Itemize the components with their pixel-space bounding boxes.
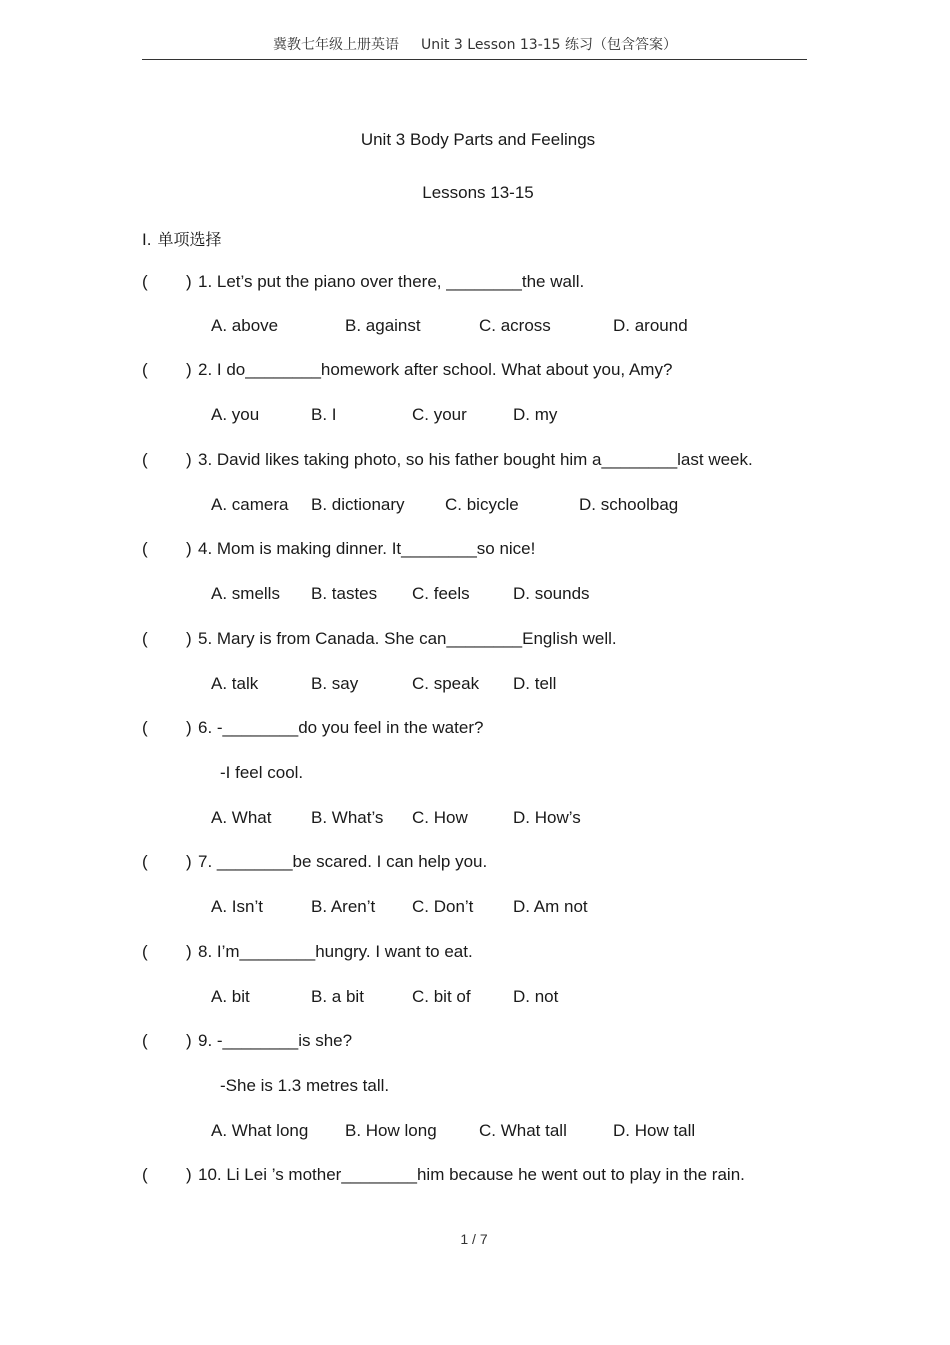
- answer-paren-open: (: [142, 450, 148, 469]
- answer-paren-open: (: [142, 272, 148, 291]
- answer-paren-close: ): [186, 718, 192, 737]
- section-label: 单项选择: [157, 230, 222, 249]
- option-a: A. above: [211, 316, 279, 335]
- option-b: B. How long: [345, 1121, 437, 1140]
- answer-paren-open: (: [142, 1165, 148, 1184]
- answer-paren-open: (: [142, 629, 148, 648]
- answer-paren-close: ): [186, 450, 192, 469]
- page-header: [0, 34, 950, 54]
- question-8-options: [211, 987, 811, 1009]
- option-b: B. tastes: [311, 584, 378, 603]
- option-d: D. sounds: [513, 584, 590, 603]
- question-7-options: [211, 897, 811, 919]
- option-a: A. you: [211, 405, 260, 424]
- option-d: D. my: [513, 405, 558, 424]
- answer-paren-open: (: [142, 360, 148, 379]
- option-b: B. against: [345, 316, 421, 335]
- dialogue-reply: -I feel cool.: [220, 763, 304, 782]
- document-title: Unit 3 Body Parts and Feelings: [360, 130, 596, 149]
- question-text: 2. I do________homework after school. What about you, Amy?: [198, 360, 673, 379]
- question-1-options: [211, 316, 811, 338]
- answer-paren-close: ): [186, 1165, 192, 1184]
- header-rule: [142, 59, 807, 60]
- option-d: D. schoolbag: [579, 495, 679, 514]
- option-c: C. bit of: [412, 987, 471, 1006]
- option-a: A. Isn’t: [211, 897, 263, 916]
- option-b: B. I: [311, 405, 337, 424]
- answer-paren-open: (: [142, 852, 148, 871]
- option-a: A. bit: [211, 987, 250, 1006]
- answer-paren-close: ): [186, 942, 192, 961]
- option-c: C. speak: [412, 674, 480, 693]
- option-a: A. smells: [211, 584, 280, 603]
- option-d: D. How tall: [613, 1121, 696, 1140]
- question-text: 10. Li Lei ’s mother________him because he went out to play in the rain.: [198, 1165, 745, 1184]
- question-9-options: [211, 1121, 811, 1143]
- answer-paren-open: (: [142, 718, 148, 737]
- answer-paren-close: ): [186, 360, 192, 379]
- document-subtitle: Lessons 13-15: [422, 183, 534, 202]
- answer-paren-close: ): [186, 1031, 192, 1050]
- question-3-options: [211, 495, 811, 517]
- option-a: A. camera: [211, 495, 289, 514]
- section-heading: [142, 227, 221, 250]
- option-c: C. across: [479, 316, 551, 335]
- option-c: C. your: [412, 405, 467, 424]
- header-course: 冀教七年级上册英语: [272, 37, 399, 53]
- question-6-options: [211, 808, 811, 830]
- question-text: 1. Let’s put the piano over there, ________the wall.: [198, 272, 585, 291]
- question-text: 8. I’m________hungry. I want to eat.: [198, 942, 473, 961]
- answer-paren-close: ): [186, 852, 192, 871]
- page-number: 1 / 7: [460, 1231, 488, 1247]
- option-c: C. Don’t: [412, 897, 474, 916]
- option-b: B. say: [311, 674, 359, 693]
- option-a: A. talk: [211, 674, 259, 693]
- question-text: 7. ________be scared. I can help you.: [198, 852, 488, 871]
- answer-paren-close: ): [186, 272, 192, 291]
- option-d: D. Am not: [513, 897, 588, 916]
- option-d: D. not: [513, 987, 559, 1006]
- question-text: 5. Mary is from Canada. She can________English well.: [198, 629, 617, 648]
- answer-paren-close: ): [186, 629, 192, 648]
- question-2-options: [211, 405, 811, 427]
- option-c: C. How: [412, 808, 468, 827]
- option-c: C. What tall: [479, 1121, 567, 1140]
- question-text: 6. -________do you feel in the water?: [198, 718, 484, 737]
- answer-paren-close: ): [186, 539, 192, 558]
- header-topic: Unit 3 Lesson 13-15 练习（包含答案）: [420, 37, 678, 53]
- option-d: D. tell: [513, 674, 557, 693]
- option-b: B. Aren’t: [311, 897, 376, 916]
- option-c: C. bicycle: [445, 495, 519, 514]
- option-b: B. What’s: [311, 808, 384, 827]
- dialogue-reply: -She is 1.3 metres tall.: [220, 1076, 390, 1095]
- option-a: A. What: [211, 808, 272, 827]
- question-text: 4. Mom is making dinner. It________so nice!: [198, 539, 536, 558]
- question-4-options: [211, 584, 811, 606]
- answer-paren-open: (: [142, 942, 148, 961]
- option-b: B. a bit: [311, 987, 364, 1006]
- option-d: D. around: [613, 316, 688, 335]
- option-a: A. What long: [211, 1121, 309, 1140]
- answer-paren-open: (: [142, 1031, 148, 1050]
- question-5-options: [211, 674, 811, 696]
- question-text: 9. -________is she?: [198, 1031, 353, 1050]
- option-c: C. feels: [412, 584, 470, 603]
- answer-paren-open: (: [142, 539, 148, 558]
- section-number: I.: [142, 230, 152, 249]
- option-d: D. How’s: [513, 808, 581, 827]
- option-b: B. dictionary: [311, 495, 405, 514]
- question-text: 3. David likes taking photo, so his father bought him a________last week.: [198, 450, 753, 469]
